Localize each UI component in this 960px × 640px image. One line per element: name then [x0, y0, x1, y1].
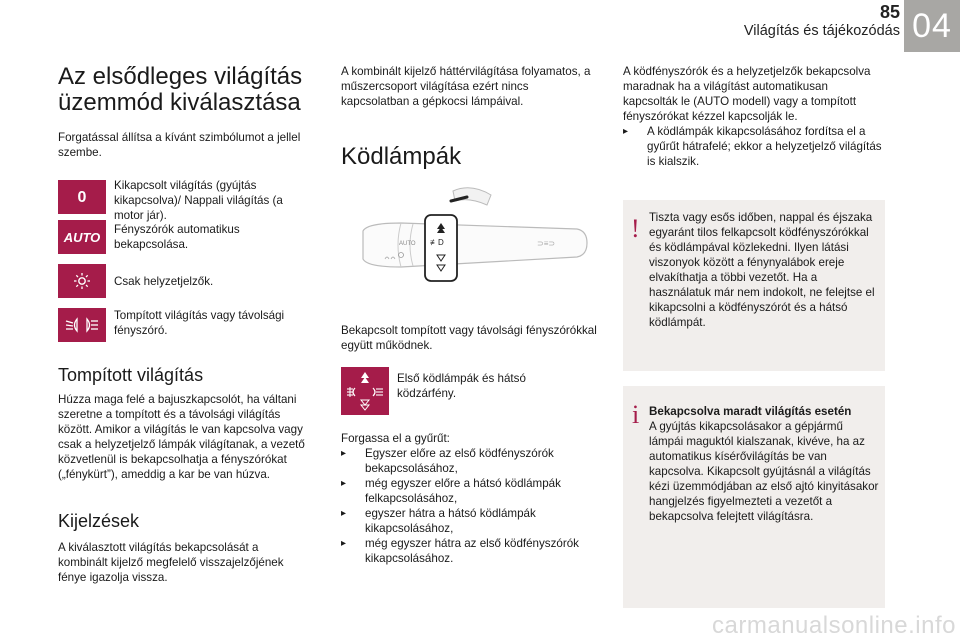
auto-icon: AUTO: [58, 220, 106, 254]
section-title-fog: Ködlámpák: [341, 143, 462, 170]
column-1: [58, 64, 308, 585]
mode-row-auto: [58, 220, 308, 254]
fog-icon-row: [341, 367, 597, 415]
info-icon: i: [632, 400, 640, 429]
ring-step: ▸ még egyszer hátra az első ködfényszórók kikapcsolásához.: [341, 537, 579, 565]
info-box: [623, 386, 885, 608]
lighting-intro: Forgatással állítsa a kívánt szimbólumot a jellel szembe.: [58, 131, 301, 159]
ring-step: ▸ egyszer hátra a hátsó ködlámpák kikapcsolásához,: [341, 507, 536, 535]
section-title-lighting-mode: Az elsődleges világítás üzemmód kiválasztása: [58, 63, 303, 116]
ring-step: ▸ még egyszer előre a hátsó ködlámpák felkapcsolásához,: [341, 477, 561, 505]
arrow-bullet-icon: ▸: [341, 448, 347, 459]
svg-text:≢D: ≢D: [430, 238, 444, 247]
warning-text: Tiszta vagy esős időben, nappal és éjszaka egyaránt tilos felkapcsolt ködfényszórókkal és ködlámpával közlekedni. Ilyen látási viszonyok között a fénynyalábok ereje elvakíthatja a többi vezetőt. Ha a használatuk már nem indokolt, ne felejtse el kikapcsolni a ködfényszórót és a hátsó ködlámpát.: [649, 211, 875, 329]
arrow-bullet-icon: ▸: [341, 478, 347, 489]
mode-sidelights-text: Csak helyzetjelzők.: [114, 275, 214, 288]
arrow-bullet-icon: ▸: [341, 538, 347, 549]
info-content: [649, 404, 879, 524]
fog-icon-text: Első ködlámpák és hátsó ködzárfény.: [397, 372, 526, 400]
section-title-displays: Kijelzések: [58, 511, 140, 531]
mode-headlights-text: Tompított világítás vagy távolsági fényszóró.: [114, 309, 285, 337]
sidelights-icon: [58, 264, 106, 298]
ring-intro: Forgassa el a gyűrűt:: [341, 432, 450, 445]
light-off-icon: 0: [58, 180, 106, 214]
chapter-tab: 04: [904, 0, 960, 52]
mode-row-headlights: [58, 308, 308, 342]
mode-row-sidelights: [58, 264, 308, 298]
page-number: 85: [879, 2, 900, 22]
info-text: A gyújtás kikapcsolásakor a gépjármű lámpái maguktól kialszanak, kivéve, ha az automatikus kísérővilágítás be van kapcsolva. Kikapcsolt gyújtásnál a világítás kézi üzemmódjában az első ajtó kinyitásakor hangjelzés figyelmezteti a vezetőt a bekapcsolva felejtett világításra.: [649, 420, 879, 523]
svg-text:⊃≡⊃: ⊃≡⊃: [537, 239, 556, 248]
backlight-text: A kombinált kijelző háttérvilágítása folyamatos, a műszercsoport világítása ezért nincs kapcsolatban a gépkocsi lámpáival.: [341, 65, 591, 108]
column-2: [341, 64, 597, 566]
displays-text: A kiválasztott világítás bekapcsolását a kombinált kijelző megfelelő visszajelzőjének fénye igazolja vissza.: [58, 541, 284, 584]
fog-off-step: ▸ A ködlámpák kikapcsolásához fordítsa el a gyűrűt hátrafelé; ekkor a helyzetjelző világítás is kialszik.: [623, 125, 882, 168]
watermark: carmanualsonline.info: [712, 612, 956, 639]
chapter-title: Világítás és tájékozódás: [743, 23, 900, 39]
column-3: [623, 64, 885, 169]
warning-icon: !: [631, 214, 640, 243]
stalk-auto-label: AUTO: [399, 241, 416, 247]
dipped-text: Húzza maga felé a bajuszkapcsolót, ha váltani szeretne a tompított és a távolsági világítás között. Amikor a világítás le van kapcsolva vagy csak a helyzetjelző lámpák világítanak, a vezető közvetlenül is bekapcsolhatja a fényszórókat („fénykürt”), ameddig a kar be van húzva.: [58, 393, 305, 481]
headlights-icon: [58, 308, 106, 342]
info-title: Bekapcsolva maradt világítás esetén: [649, 405, 852, 418]
fog-remain-text: A ködfényszórók és a helyzetjelzők bekapcsolva maradnak ha a világítást automatikusan kapcsolták le (AUTO modell) vagy a tompított fényszórókat kézzel kapcsolják le.: [623, 65, 871, 123]
ring-step: ▸ Egyszer előre az első ködfényszórók bekapcsolásához,: [341, 447, 554, 475]
arrow-bullet-icon: ▸: [341, 508, 347, 519]
fog-lamp-icon: [341, 367, 389, 415]
mode-auto-text: Fényszórók automatikus bekapcsolása.: [114, 223, 240, 251]
fog-works-with-text: Bekapcsolt tompított vagy távolsági fényszórókkal együtt működnek.: [341, 324, 597, 352]
mode-off-text: Kikapcsolt világítás (gyújtás kikapcsolva)/ Nappali világítás (a motor jár).: [114, 179, 283, 222]
arrow-bullet-icon: ▸: [623, 126, 629, 137]
mode-row-off: [58, 178, 308, 223]
section-title-dipped: Tompított világítás: [58, 365, 204, 385]
light-stalk-illustration: [341, 185, 597, 309]
warning-box: [623, 200, 885, 371]
